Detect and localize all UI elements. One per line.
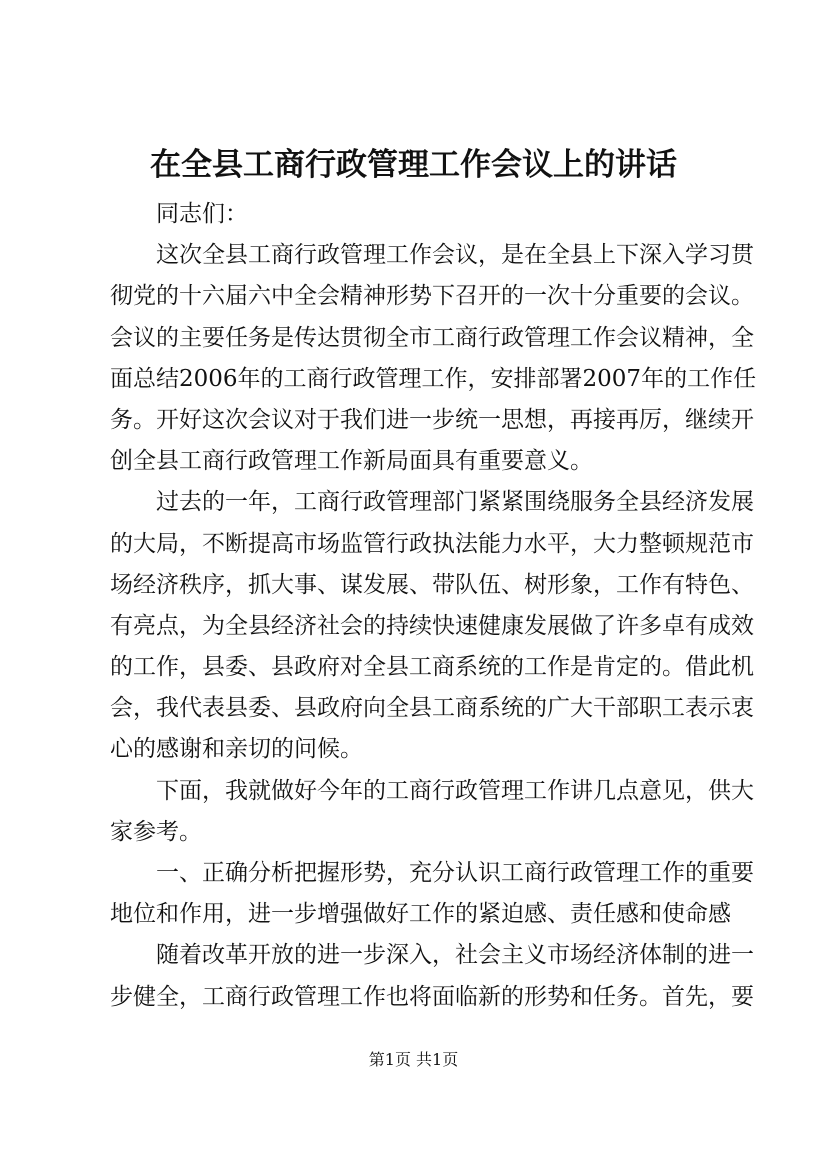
text-line: 过去的一年，工商行政管理部门紧紧围绕服务全县经济发展 xyxy=(156,489,754,516)
text-line: 这次全县工商行政管理工作会议，是在全县上下深入学习贯 xyxy=(156,242,754,269)
text-line: 有亮点，为全县经济社会的持续快速健康发展做了许多卓有成效 xyxy=(110,612,754,639)
text-line: 彻党的十六届六中全会精神形势下召开的一次十分重要的会议。 xyxy=(110,283,754,310)
text-line: 创全县工商行政管理工作新局面具有重要意义。 xyxy=(110,448,593,475)
document-body xyxy=(110,194,757,1018)
text-line: 会议的主要任务是传达贯彻全市工商行政管理工作会议精神，全 xyxy=(110,324,754,351)
text-line: 地位和作用，进一步增强做好工作的紧迫感、责任感和使命感 xyxy=(110,901,731,928)
text-line: 心的感谢和亲切的问候。 xyxy=(110,736,363,763)
text-line: 面总结2006年的工商行政管理工作，安排部署2007年的工作任 xyxy=(110,365,757,392)
text-line: 步健全，工商行政管理工作也将面临新的形势和任务。首先，要 xyxy=(110,983,754,1010)
text-line: 的工作，县委、县政府对全县工商系统的工作是肯定的。借此机 xyxy=(110,654,754,681)
text-line: 家参考。 xyxy=(110,818,202,845)
text-line: 的大局，不断提高市场监管行政执法能力水平，大力整顿规范市 xyxy=(110,530,754,557)
text-line: 会，我代表县委、县政府向全县工商系统的广大干部职工表示衷 xyxy=(110,695,754,722)
text-line: 随着改革开放的进一步深入，社会主义市场经济体制的进一 xyxy=(156,942,754,969)
text-line: 同志们： xyxy=(156,201,248,227)
text-line: 场经济秩序，抓大事、谋发展、带队伍、树形象，工作有特色、 xyxy=(110,571,754,598)
text-line: 一、正确分析把握形势，充分认识工商行政管理工作的重要 xyxy=(156,860,754,886)
document-title: 在全县工商行政管理工作会议上的讲话 xyxy=(150,147,677,183)
text-line: 务。开好这次会议对于我们进一步统一思想，再接再厉，继续开 xyxy=(110,406,754,433)
text-line: 下面，我就做好今年的工商行政管理工作讲几点意见，供大 xyxy=(156,777,754,804)
page-footer: 第1页 共1页 xyxy=(368,1050,459,1069)
